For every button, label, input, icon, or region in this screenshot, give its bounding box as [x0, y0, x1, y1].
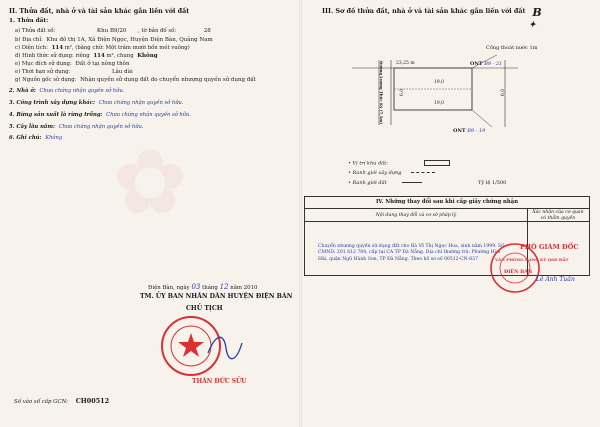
col-confirm-header: Xác nhận của cơ quan có thẩm quyền — [532, 210, 584, 221]
compass-icon: ✦ — [529, 19, 536, 29]
area-unit: m², — [64, 45, 74, 51]
usage-form-value: 114 — [93, 53, 105, 59]
col-content-header: Nội dung thay đổi và cơ sở pháp lý — [375, 213, 457, 218]
s6-label: 6. Ghi chú: — [9, 135, 42, 141]
signer-name: THÂN ĐỨC SỬU — [192, 378, 247, 385]
s2-value: Chưa chứng nhận quyền sở hữu. — [39, 88, 125, 94]
cert-value: CH00512 — [75, 397, 110, 405]
legend-3: • Ranh giới đất — [348, 180, 387, 186]
cert-label: Số vào sổ cấp GCN: — [14, 399, 68, 405]
s4-line — [9, 112, 191, 118]
origin-value: Nhận quyền sử dụng đất do chuyển nhượng quyền sử dụng đất — [80, 77, 256, 83]
building-swatch — [411, 172, 435, 173]
lot-value: Khu B9/20 — [97, 28, 127, 34]
dim-19b: 19,0 — [434, 101, 445, 106]
sheet-label: , tờ bản đồ số: — [138, 28, 177, 34]
confirm-signature: Lê Anh Tuấn — [536, 276, 575, 283]
lot-label: a) Thửa đất số: — [15, 28, 56, 34]
road-label: Đường Lương Thúc Kỳ (7,5m) — [379, 60, 385, 125]
term-value: Lâu dài — [111, 69, 133, 75]
ont-bottom — [453, 128, 485, 134]
s3-label: 3. Công trình xây dựng khác: — [9, 100, 95, 106]
change-entry: Chuyển nhượng quyền sử dụng đất cho Bà Võ Thị Ngọc Hoa, sinh năm 1999. Số CMND: 201 812 784, cấp tại CA TP Đà Nẵng. Địa chỉ thường trú: Phường Hòa Hải, quận Ngũ Hành Sơn, TP Đà Nẵng. Theo hồ sơ số 00512-CN-637 — [318, 244, 504, 262]
sheet-value: 28 — [203, 28, 211, 34]
ont-bottom-label: ONT — [453, 128, 466, 134]
scale: Tỷ lệ 1/500 — [478, 180, 507, 186]
cert-line — [14, 397, 109, 405]
s5-line — [9, 124, 144, 130]
term-label: e) Thời hạn sử dụng: — [15, 69, 71, 75]
date-month: 12 — [219, 283, 229, 291]
dim-19a: 19,0 — [434, 80, 445, 85]
s4-label: 4. Rừng sản xuất là rừng trồng: — [9, 112, 103, 118]
s2-line — [9, 88, 124, 94]
term-line — [15, 69, 133, 75]
date-month-label: tháng — [202, 285, 218, 291]
north-arrow-icon — [526, 6, 548, 28]
origin-label: g) Nguồn gốc sử dụng: — [15, 77, 77, 83]
north-label: B — [532, 6, 542, 19]
area-words: (bằng chữ: Một trăm mười bốn mét vuông) — [75, 45, 190, 51]
area-value: 114 — [51, 45, 64, 51]
s2-label: 2. Nhà ở: — [9, 88, 36, 94]
s1-title: 1. Thửa đất: — [9, 18, 49, 24]
origin-line — [15, 77, 256, 83]
s3-line — [9, 100, 184, 106]
legend-building — [348, 170, 435, 176]
drain-label: Cống thoát nước 1m — [486, 45, 538, 51]
section-title-iii: III. Sơ đồ thửa đất, nhà ở và tài sản khác gắn liền với đất — [322, 7, 526, 15]
dim-6a: 6,0 — [400, 88, 406, 97]
lot-line — [15, 28, 211, 34]
stamp-office: VĂN PHÒNG ĐĂNG KÝ QSD ĐẤT — [495, 257, 569, 262]
area-label: c) Diện tích: — [15, 45, 48, 51]
purpose-label: e) Mục đích sử dụng: — [15, 61, 72, 67]
authority: TM. ỦY BAN NHÂN DÂN HUYỆN ĐIỆN BÀN — [140, 293, 293, 300]
s3-value: Chưa chứng nhận quyền sở hữu. — [98, 100, 184, 106]
dim-top: 23,25 m — [396, 61, 415, 66]
changes-title: IV. Những thay đổi sau khi cấp giấy chứng nhận — [305, 197, 589, 209]
purpose-line — [15, 61, 130, 67]
address-label: b) Địa chỉ: — [15, 37, 43, 43]
purpose-value: Đất ở tại nông thôn — [75, 61, 130, 67]
ont-top-label: ONT — [470, 61, 483, 67]
watermark: ✿ — [112, 130, 188, 235]
land-plot-diagram — [352, 55, 518, 127]
ont-top-id: B9 - 21 — [484, 61, 503, 67]
dim-6b: 6,0 — [501, 88, 507, 97]
location-swatch — [424, 160, 450, 166]
land-swatch — [402, 182, 422, 183]
usage-form-common: Không — [137, 53, 158, 59]
date-day: 03 — [191, 283, 201, 291]
legend-location — [348, 160, 450, 167]
stamp-title: PHÓ GIÁM ĐỐC — [520, 243, 579, 251]
header-divider — [305, 221, 589, 222]
legend-2: • Ranh giới xây dựng — [348, 170, 402, 176]
s5-value: Chưa chứng nhận quyền sở hữu. — [58, 124, 144, 130]
legend-1: • Vị trí khu đất: — [348, 160, 388, 167]
usage-form-label: d) Hình thức sử dụng: riêng — [15, 53, 90, 59]
date-line — [148, 283, 257, 291]
s4-value: Chưa chứng nhận quyền sở hữu. — [106, 112, 192, 118]
s6-line — [9, 135, 62, 141]
usage-form-unit: m², chung — [106, 53, 134, 59]
role: CHỦ TỊCH — [186, 305, 223, 312]
date-year: năm 2010 — [230, 285, 258, 291]
address-line — [15, 37, 213, 43]
section-title-ii: II. Thửa đất, nhà ở và tài sản khác gắn liền với đất — [9, 7, 190, 15]
s5-label: 5. Cây lâu năm: — [9, 124, 55, 130]
s6-value: Không — [45, 135, 63, 141]
usage-form-line — [15, 53, 158, 59]
date-prefix: Điện Bàn, ngày — [148, 285, 190, 291]
area-line — [15, 45, 190, 51]
legend-land — [348, 180, 422, 186]
official-seal — [146, 313, 246, 379]
address-value: Khu đô thị 1A, Xã Điện Ngọc, Huyện Điện Bàn, Quảng Nam — [46, 37, 213, 43]
stamp-place: ĐIỆN BÀN — [504, 269, 533, 275]
ont-bottom-id: B9 - 19 — [467, 128, 486, 134]
